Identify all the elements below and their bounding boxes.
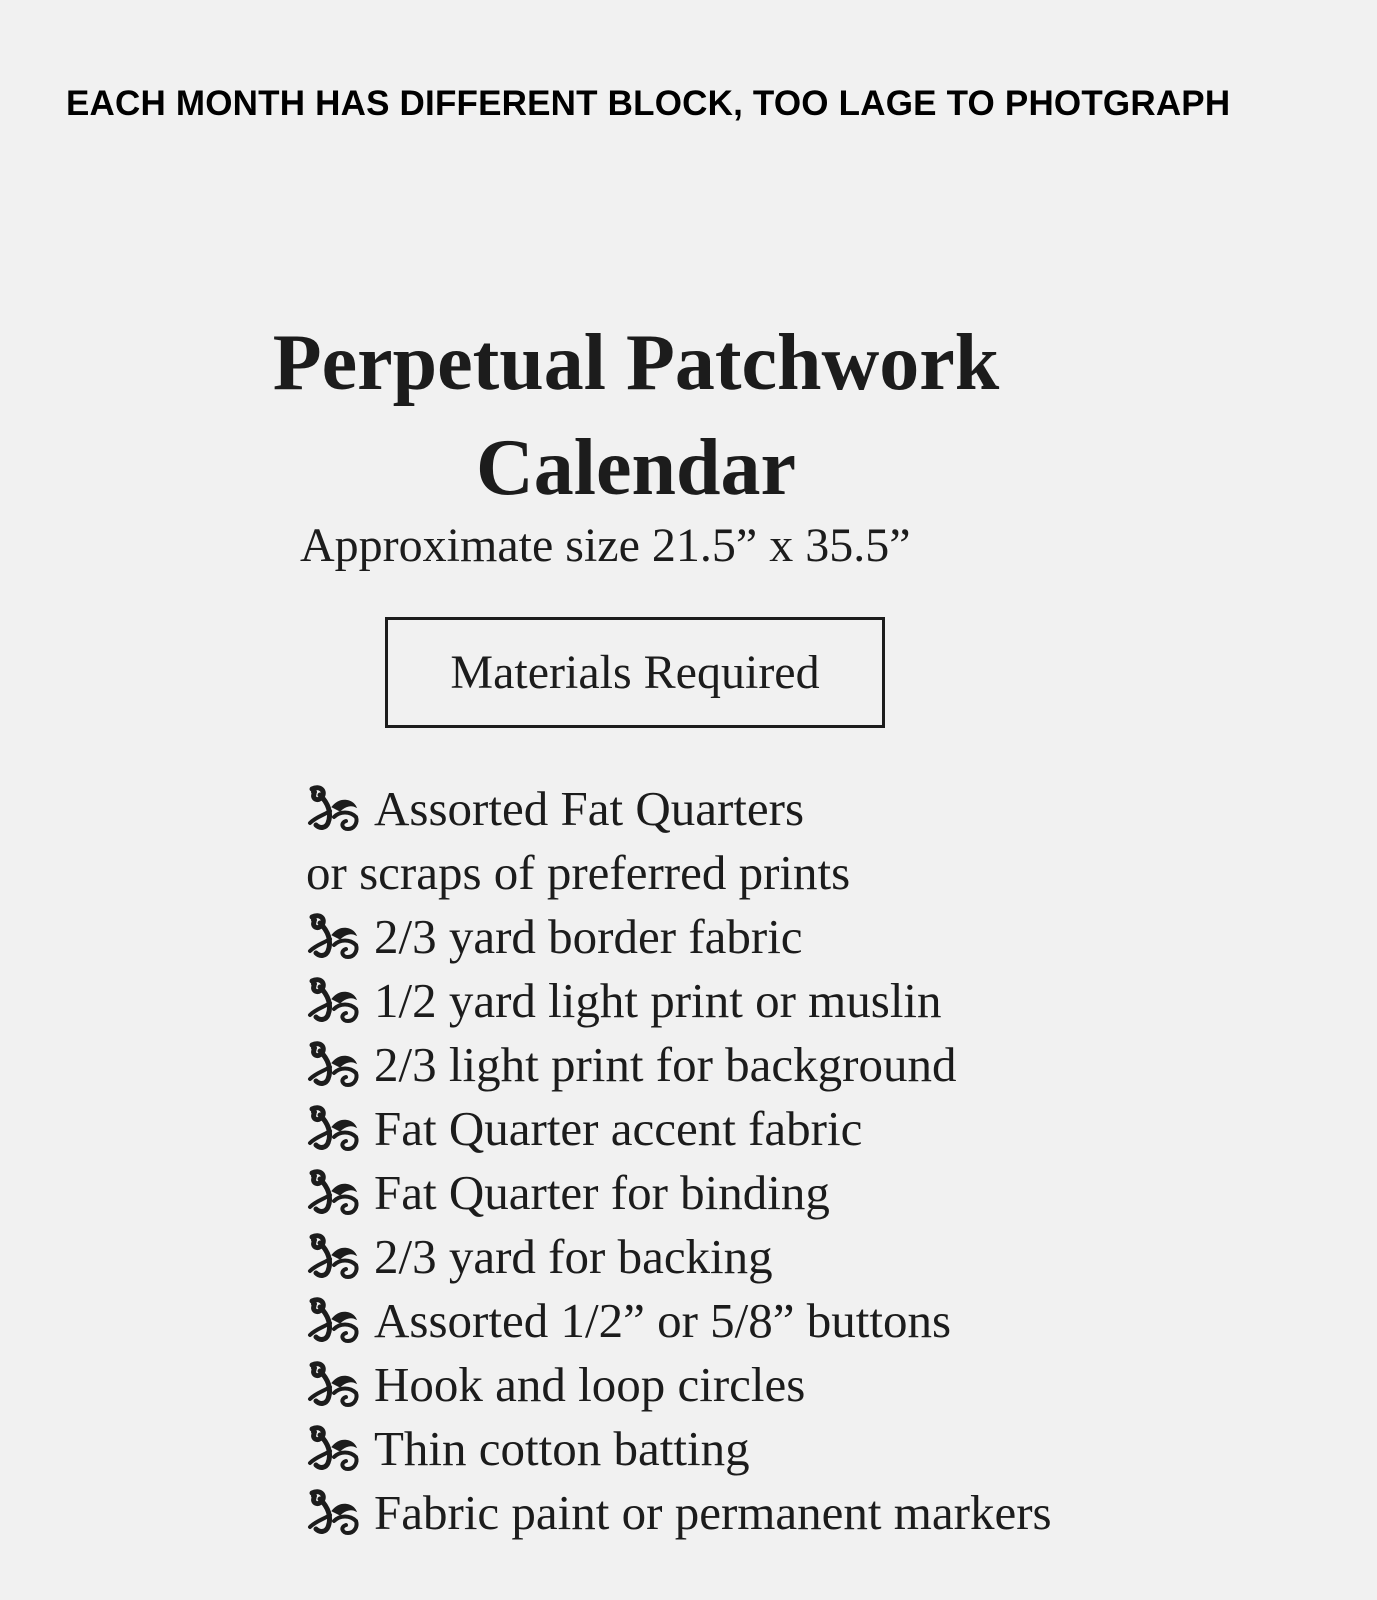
list-item: [306, 1352, 1052, 1416]
fleuron-dingbat-icon: [306, 1231, 362, 1281]
list-item: [306, 1480, 1052, 1544]
materials-heading: Materials Required: [450, 645, 820, 699]
list-item: [306, 1096, 1052, 1160]
fleuron-dingbat-icon: [306, 1103, 362, 1153]
page-title-line-1: Perpetual Patchwork: [272, 319, 1000, 407]
list-item-label: Fabric paint or permanent markers: [374, 1484, 1052, 1540]
fleuron-dingbat-icon: [306, 975, 362, 1025]
list-item-label: Fat Quarter accent fabric: [374, 1100, 863, 1156]
list-item-label: Assorted 1/2” or 5/8” buttons: [374, 1292, 952, 1348]
list-item: [306, 968, 1052, 1032]
approximate-size: Approximate size 21.5” x 35.5”: [300, 519, 911, 572]
list-item-label: 2/3 light print for background: [374, 1036, 957, 1092]
list-item-label: Fat Quarter for binding: [374, 1164, 830, 1220]
list-item-label: Hook and loop circles: [374, 1356, 806, 1412]
list-item-label: or scraps of preferred prints: [306, 844, 851, 900]
list-item: [306, 1416, 1052, 1480]
list-item: [306, 1032, 1052, 1096]
list-item-label: 2/3 yard for backing: [374, 1228, 773, 1284]
materials-heading-box: [385, 617, 885, 728]
list-item: [306, 1224, 1052, 1288]
fleuron-dingbat-icon: [306, 1359, 362, 1409]
list-item: [306, 776, 1052, 840]
list-item-label: 1/2 yard light print or muslin: [374, 972, 942, 1028]
fleuron-dingbat-icon: [306, 911, 362, 961]
page-title-line-2: Calendar: [476, 424, 796, 512]
fleuron-dingbat-icon: [306, 1039, 362, 1089]
list-item-label: 2/3 yard border fabric: [374, 908, 803, 964]
fleuron-dingbat-icon: [306, 1167, 362, 1217]
list-item: [306, 1160, 1052, 1224]
fleuron-dingbat-icon: [306, 1423, 362, 1473]
list-item: [306, 904, 1052, 968]
list-item-label: Thin cotton batting: [374, 1420, 750, 1476]
fleuron-dingbat-icon: [306, 1487, 362, 1537]
materials-list: [306, 776, 1052, 1544]
banner-note: EACH MONTH HAS DIFFERENT BLOCK, TOO LAGE TO PHOTGRAPH: [66, 84, 1231, 123]
fleuron-dingbat-icon: [306, 783, 362, 833]
list-item-label: Assorted Fat Quarters: [374, 780, 805, 836]
list-item-continuation: [306, 840, 1052, 904]
fleuron-dingbat-icon: [306, 1295, 362, 1345]
list-item: [306, 1288, 1052, 1352]
